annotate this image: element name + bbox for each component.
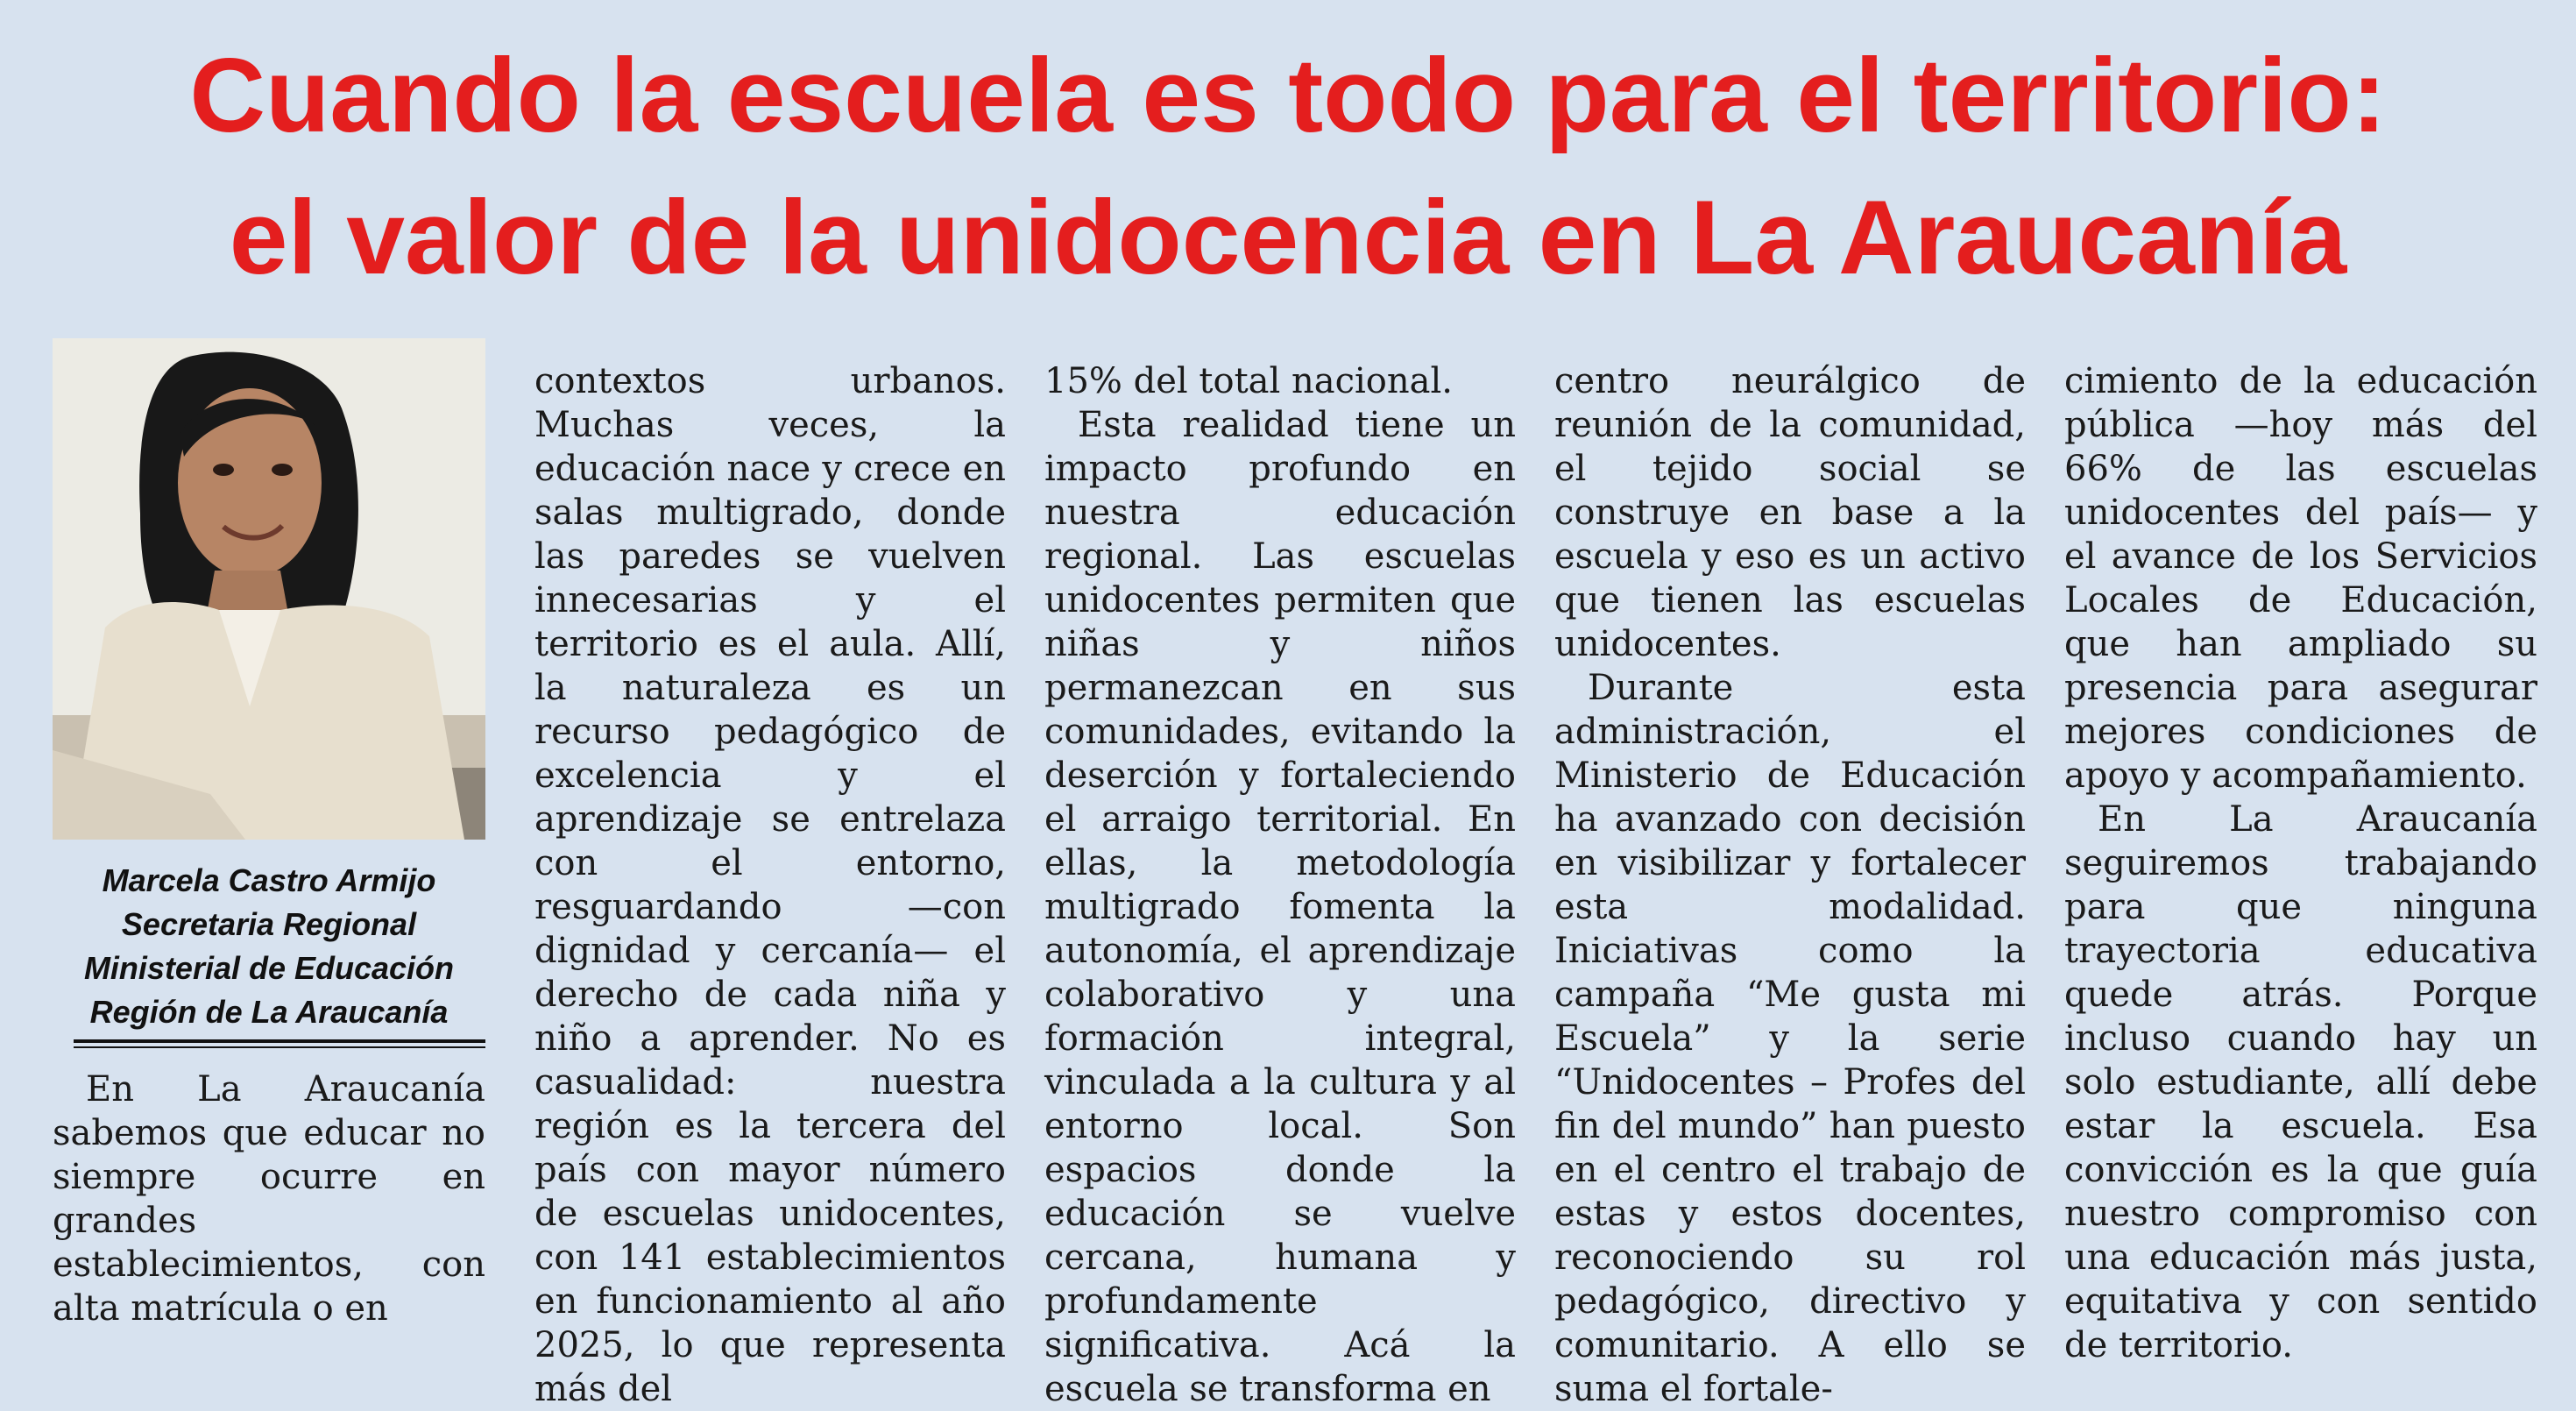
- headline-line-1: Cuando la escuela es todo para el territorio:: [189, 37, 2387, 154]
- caption-divider-bottom: [74, 1046, 485, 1048]
- article-column-5: [2064, 359, 2537, 1367]
- author-role-1: Secretaria Regional: [121, 906, 417, 942]
- author-name: Marcela Castro Armijo: [102, 862, 436, 898]
- paragraph: Esta realidad tiene un impacto profundo en nuestra educación regional. Las escuelas unidocentes permiten que niñas y niños permanezcan en sus comunidades, evitando la deserción y fortaleciendo el arraigo territorial. En ellas, la metodología multigrado fomenta la autonomía, el aprendizaje colaborativo y una formación integral, vinculada a la cultura y al entorno local. Son espacios donde la educación se vuelve cercana, humana y profundamente significativa. Acá la escuela se transforma en: [1044, 405, 1516, 1409]
- author-caption: [53, 859, 485, 1034]
- article-column-3: [1044, 359, 1516, 1411]
- article-column-4: [1554, 359, 2026, 1411]
- paragraph: En La Araucanía seguiremos trabajando para que ninguna trayectoria educativa quede atrás. Porque incluso cuando hay un solo estudiante, allí debe estar la escuela. Esa convicción es la que guía nuestro compromiso con una educación más justa, equitativa y con sentido de territorio.: [2064, 799, 2537, 1365]
- article-column-1: [53, 1067, 485, 1330]
- author-photo: [53, 338, 485, 840]
- headline: [0, 25, 2576, 308]
- article-column-2: [534, 359, 1006, 1411]
- headline-line-2: el valor de la unidocencia en La Araucanía: [229, 179, 2347, 296]
- paragraph: 15% del total nacional.: [1044, 361, 1453, 401]
- caption-divider-top: [74, 1039, 485, 1043]
- author-role-3: Región de La Araucanía: [89, 994, 449, 1030]
- paragraph: centro neurálgico de reunión de la comunidad, el tejido social se construye en base a la escuela y eso es un activo que tienen las escuelas unidocentes.: [1554, 361, 2026, 664]
- paragraph: cimiento de la educación pública —hoy más del 66% de las escuelas unidocentes del país— y el avance de los Servicios Locales de Educación, que han ampliado su presencia para asegurar mejores condiciones de apoyo y acompañamiento.: [2064, 361, 2537, 796]
- paragraph: En La Araucanía sabemos que educar no siempre ocurre en grandes establecimientos, con alta matrícula o en: [53, 1069, 485, 1329]
- paragraph: Durante esta administración, el Ministerio de Educación ha avanzado con decisión en visibilizar y fortalecer esta modalidad. Iniciativas como la campaña “Me gusta mi Escuela” y la serie “Unidocentes – Profes del fin del mundo” han puesto en el centro el trabajo de estas y estos docentes, reconociendo su rol pedagógico, directivo y comunitario. A ello se suma el fortale-: [1554, 668, 2026, 1409]
- author-role-2: Ministerial de Educación: [83, 950, 455, 986]
- portrait-icon: [53, 338, 485, 840]
- paragraph: contextos urbanos. Muchas veces, la educación nace y crece en salas multigrado, donde las paredes se vuelven innecesarias y el territorio es el aula. Allí, la naturaleza es un recurso pedagógico de excelencia y el aprendizaje se entrelaza con el entorno, resguardando —con dignidad y cercanía— el derecho de cada niña y niño a aprender. No es casualidad: nuestra región es la tercera del país con mayor número de escuelas unidocentes, con 141 establecimientos en funcionamiento al año 2025, lo que representa más del: [534, 361, 1006, 1409]
